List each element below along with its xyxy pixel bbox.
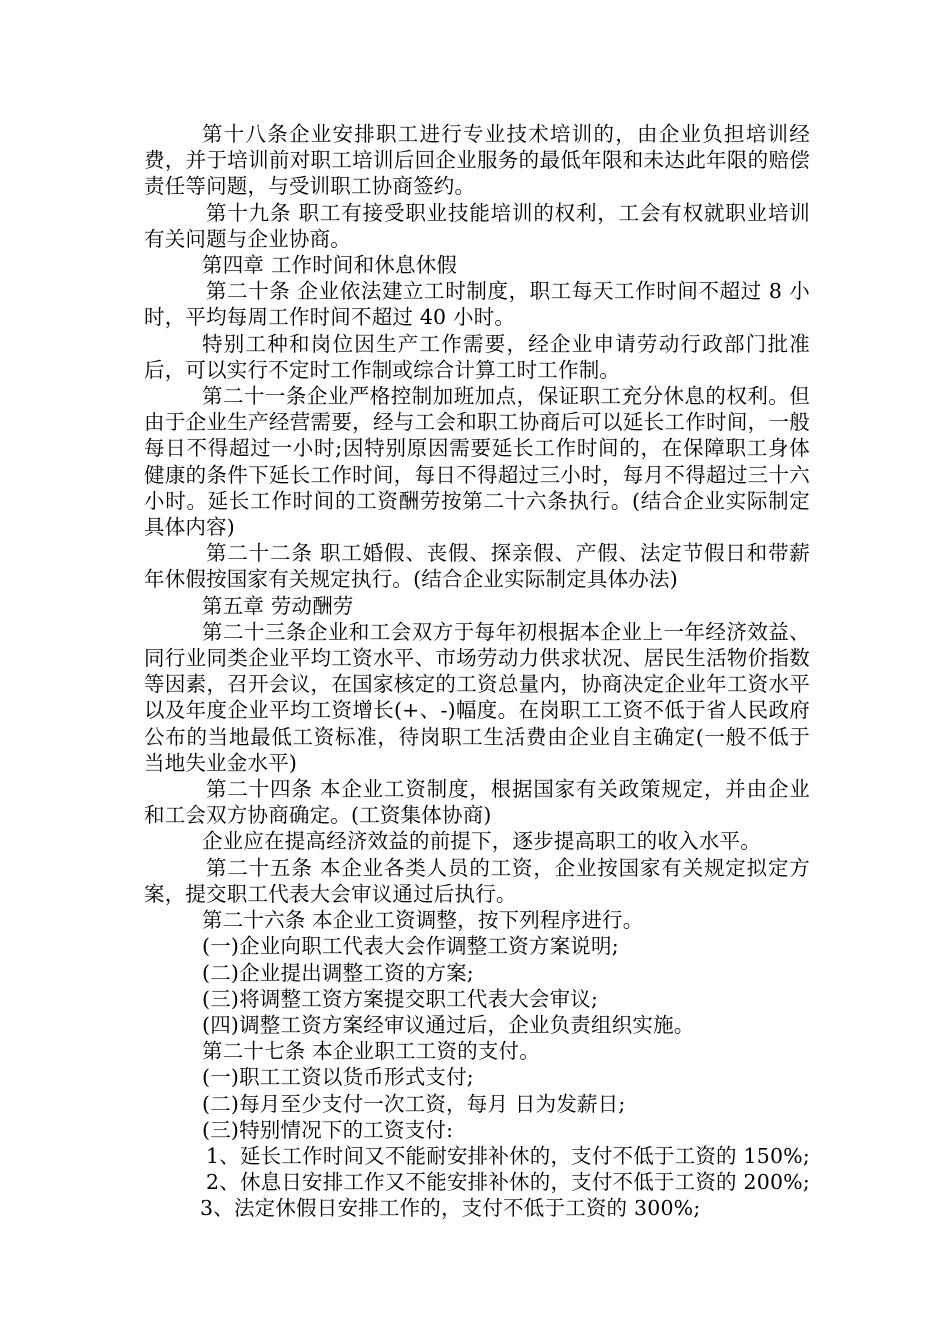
article-21: 第二十一条企业严格控制加班加点，保证职工充分休息的权利。但由于企业生产经营需要，经与工会和职工协商后可以延长工作时间，一般每日不得超过一小时;因特别原因需要延长工作时间的，在保障职工身体健康的条件下延长工作时间，每日不得超过三小时，每月不得超过三十六小时。延长工作时间的工资酬劳按第二十六条执行。(结合企业实际制定具体内容)	[144, 384, 810, 540]
article-23: 第二十三条企业和工会双方于每年初根据本企业上一年经济效益、同行业同类企业平均工资水平、市场劳动力供求状况、居民生活物价指数等因素，召开会议，在国家核定的工资总量内，协商决定企业年工资水平以及年度企业平均工资增长(+、-)幅度。在岗职工工资不低于省人民政府公布的当地最低工资标准，待岗职工生活费由企业自主确定(一般不低于当地失业金水平)	[144, 619, 810, 775]
article-22: 第二十二条 职工婚假、丧假、探亲假、产假、法定节假日和带薪年休假按国家有关规定执行。(结合企业实际制定具体办法)	[144, 541, 810, 592]
article-26-item-4: (四)调整工资方案经审议通过后，企业负责组织实施。	[202, 1012, 695, 1037]
article-26-item-1: (一)企业向职工代表大会作调整工资方案说明;	[202, 934, 619, 959]
article-27-item-1: (一)职工工资以货币形式支付;	[202, 1065, 474, 1090]
special-pay-2: 2、休息日安排工作又不能安排补休的，支付不低于工资的 200%;	[206, 1170, 810, 1195]
article-26-item-2: (二)企业提出调整工资的方案;	[202, 960, 474, 985]
article-24: 第二十四条 本企业工资制度，根据国家有关政策规定，并由企业和工会双方协商确定。(工资集体协商)	[144, 777, 810, 828]
article-19: 第十九条 职工有接受职业技能培训的权利，工会有权就职业培训有关问题与企业协商。	[144, 200, 810, 251]
special-pay-1: 1、延长工作时间又不能耐安排补休的，支付不低于工资的 150%;	[206, 1143, 810, 1168]
article-27: 第二十七条 本企业职工工资的支付。	[202, 1039, 540, 1064]
article-26: 第二十六条 本企业工资调整，按下列程序进行。	[202, 908, 644, 933]
article-25: 第二十五条 本企业各类人员的工资，企业按国家有关规定拟定方案，提交职工代表大会审议通过后执行。	[144, 855, 810, 906]
article-24-para-2: 企业应在提高经济效益的前提下，逐步提高职工的收入水平。	[202, 829, 761, 854]
document-body	[144, 121, 810, 1222]
special-pay-3: 3、法定休假日安排工作的，支付不低于工资的 300%;	[200, 1196, 701, 1221]
article-20-para-2: 特别工种和岗位因生产工作需要，经企业申请劳动行政部门批准后，可以实行不定时工作制或综合计算工时工作制。	[144, 331, 810, 382]
article-27-item-2: (二)每月至少支付一次工资，每月 日为发薪日;	[202, 1091, 626, 1116]
article-27-item-3: (三)特别情况下的工资支付:	[202, 1117, 454, 1142]
article-18: 第十八条企业安排职工进行专业技术培训的，由企业负担培训经费，并于培训前对职工培训后回企业服务的最低年限和未达此年限的赔偿责任等问题，与受训职工协商签约。	[144, 122, 810, 199]
chapter-5-heading: 第五章 劳动酬劳	[202, 593, 354, 618]
article-20: 第二十条 企业依法建立工时制度，职工每天工作时间不超过 8 小时，平均每周工作时间不超过 40 小时。	[144, 279, 810, 330]
article-26-item-3: (三)将调整工资方案提交职工代表大会审议;	[202, 986, 599, 1011]
chapter-4-heading: 第四章 工作时间和休息休假	[202, 253, 458, 278]
